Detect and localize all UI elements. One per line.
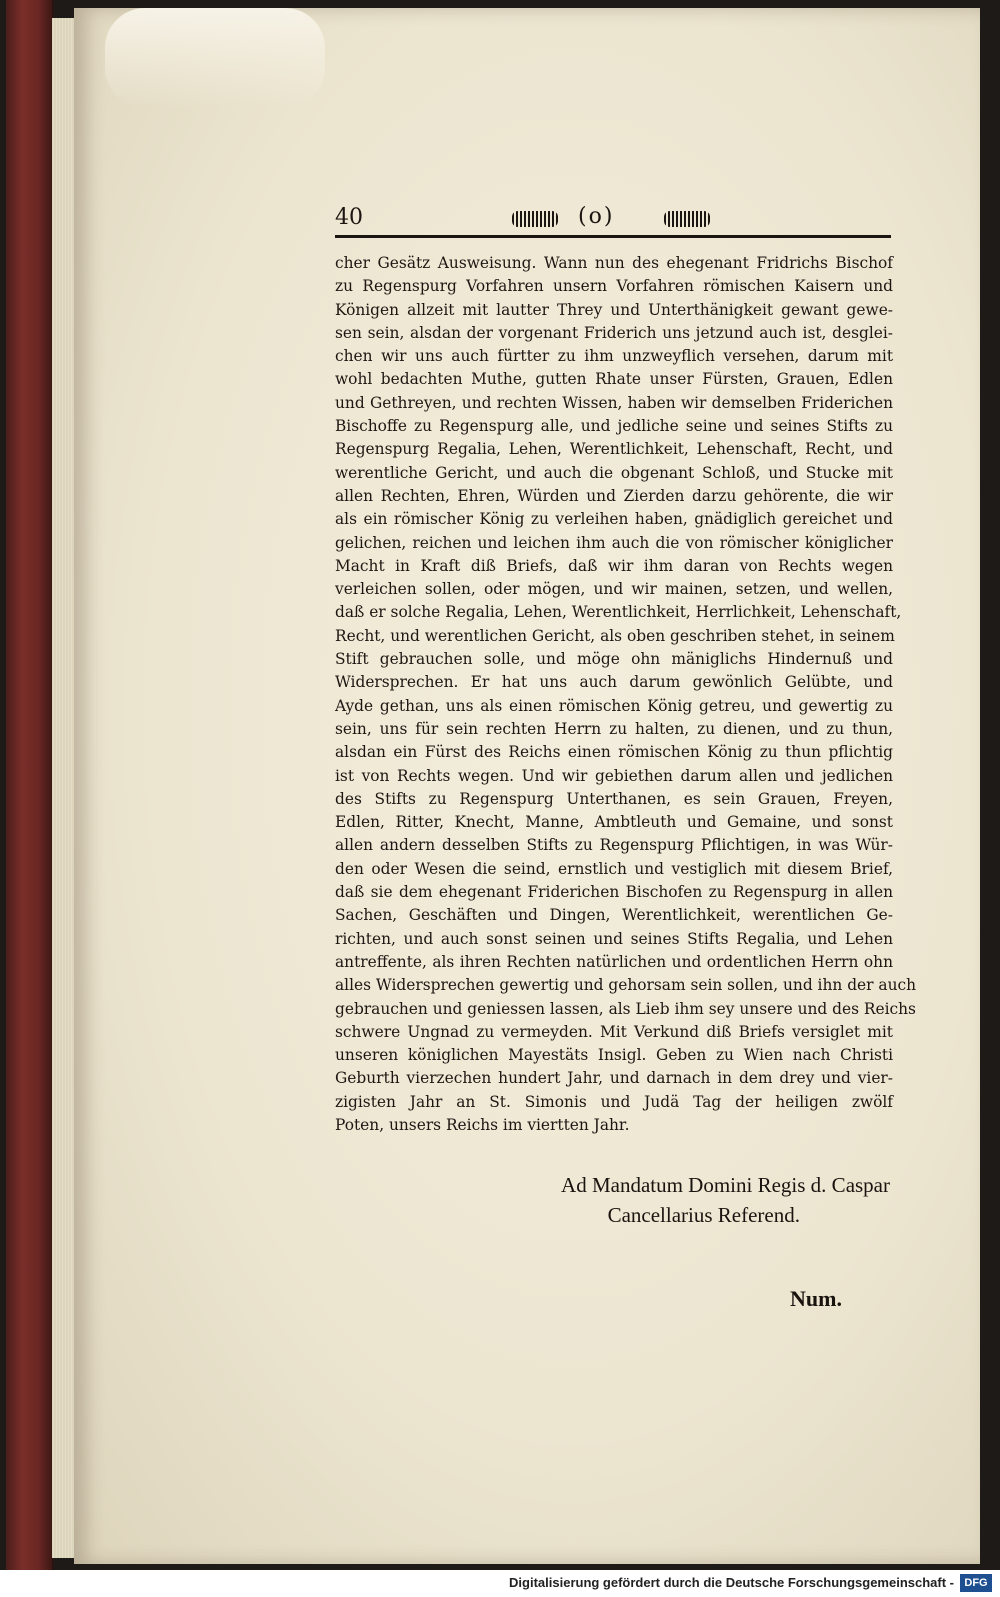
text-line: Regenspurg Regalia, Lehen, Werentlichkeit, Lehenschaft, Recht, und bbox=[335, 440, 893, 459]
text-line: Ayde gethan, uns als einen römischen König getreu, und gewertig zu bbox=[335, 696, 893, 715]
text-line: des Stifts zu Regenspurg Unterthanen, es sein Grauen, Freyen, bbox=[335, 789, 893, 808]
body-text bbox=[335, 252, 917, 1137]
text-line: alles Widersprechen gewertig und gehorsam sein sollen, und ihn der auch bbox=[335, 976, 917, 995]
text-line: sein, uns für sein rechten Herrn zu halten, zu dienen, und zu thun, bbox=[335, 719, 893, 738]
ornament-right-icon bbox=[664, 211, 710, 227]
text-line: Sachen, Geschäften und Dingen, Werentlichkeit, werentlichen Ge- bbox=[335, 906, 893, 925]
text-line: gebrauchen und geniessen lassen, als Lieb ihm sey unsere und des Reichs bbox=[335, 999, 916, 1018]
header-rule bbox=[335, 235, 891, 238]
catchword: Num. bbox=[790, 1286, 842, 1311]
text-line: wohl bedachten Muthe, gutten Rhate unser Fürsten, Grauen, Edlen bbox=[335, 370, 893, 389]
signature-line-1: Ad Mandatum Domini Regis d. Caspar bbox=[561, 1173, 890, 1197]
text-line: allen andern desselben Stifts zu Regenspurg Pflichtigen, in was Wür- bbox=[335, 836, 893, 855]
text-line: antreffente, als ihren Rechten natürlichen und ordentlichen Herrn ohn bbox=[335, 952, 893, 971]
text-line: werentliche Gericht, und auch die obgenant Schloß, und Stucke mit bbox=[335, 463, 893, 482]
text-line: daß er solche Regalia, Lehen, Werentlichkeit, Herrlichkeit, Lehenschaft, bbox=[335, 603, 902, 622]
page-header bbox=[335, 205, 895, 239]
text-line: alsdan ein Fürst des Reichs einen römischen König zu thun pflichtig bbox=[335, 743, 893, 762]
text-line: richten, und auch sonst seinen und seines Stifts Regalia, und Lehen bbox=[335, 929, 893, 948]
text-line: und Gethreyen, und rechten Wissen, haben wir demselben Friderichen bbox=[335, 393, 893, 412]
text-line: den oder Wesen die seind, ernstlich und vestiglich mit diesem Brief, bbox=[335, 859, 893, 878]
ornament-left-icon bbox=[512, 211, 558, 227]
text-line: allen Rechten, Ehren, Würden und Zierden darzu gehörente, die wir bbox=[335, 486, 893, 505]
signature-block bbox=[335, 1170, 890, 1230]
text-line: Poten, unsers Reichs im viertten Jahr. bbox=[335, 1115, 630, 1134]
signature-line-2: Cancellarius Referend. bbox=[607, 1203, 800, 1227]
text-line: ist von Rechts wegen. Und wir gebiethen darum allen und jedlichen bbox=[335, 766, 893, 785]
text-line: unseren königlichen Mayestäts Insigl. Geben zu Wien nach Christi bbox=[335, 1046, 893, 1065]
header-center-mark: (o) bbox=[578, 204, 615, 229]
text-line: chen wir uns auch fürtter zu ihm unzweyflich versehen, darum mit bbox=[335, 347, 893, 366]
dfg-logo-icon: DFG bbox=[960, 1574, 992, 1592]
text-line: Stift gebrauchen solle, und möge ohn mäniglichs Hindernuß und bbox=[335, 650, 893, 669]
page-fold-highlight bbox=[105, 8, 325, 108]
footer-credit: Digitalisierung gefördert durch die Deutsche Forschungsgemeinschaft - bbox=[509, 1575, 954, 1590]
text-line: cher Gesätz Ausweisung. Wann nun des ehegenant Fridrichs Bischof bbox=[335, 254, 893, 272]
footer-bar bbox=[0, 1570, 1000, 1597]
text-line: schwere Ungnad zu vermeyden. Mit Verkund diß Briefs versiglet mit bbox=[335, 1022, 893, 1041]
page-edges bbox=[52, 18, 74, 1558]
text-line: sen sein, alsdan der vorgenant Friderich uns jetzund auch ist, desglei- bbox=[335, 323, 893, 342]
text-line: Königen allzeit mit lautter Threy und Unterthänigkeit gewant gewe- bbox=[335, 300, 893, 319]
text-line: als ein römischer König zu verleihen haben, gnädiglich gereichet und bbox=[335, 510, 893, 529]
text-line: gelichen, reichen und leichen ihm auch die von römischer königlicher bbox=[335, 533, 893, 552]
page-number: 40 bbox=[335, 205, 363, 230]
book-binding bbox=[6, 0, 54, 1570]
text-line: zigisten Jahr an St. Simonis und Judä Tag der heiligen zwölf bbox=[335, 1092, 893, 1111]
text-line: daß sie dem ehegenant Friderichen Bischofen zu Regenspurg in allen bbox=[335, 883, 893, 902]
text-line: Bischoffe zu Regenspurg alle, und jedliche seine und seines Stifts zu bbox=[335, 417, 893, 436]
text-line: Recht, und werentlichen Gericht, als oben geschriben stehet, in seinem bbox=[335, 626, 895, 645]
text-line: zu Regenspurg Vorfahren unsern Vorfahren römischen Kaisern und bbox=[335, 277, 893, 296]
text-line: Geburth vierzechen hundert Jahr, und darnach in dem drey und vier- bbox=[335, 1069, 893, 1088]
text-line: verleichen sollen, oder mögen, und wir mainen, setzen, und wellen, bbox=[335, 580, 893, 599]
text-line: Widersprechen. Er hat uns auch darum gewönlich Gelübte, und bbox=[335, 673, 893, 692]
text-line: Macht in Kraft diß Briefs, daß wir ihm daran von Rechts wegen bbox=[335, 556, 893, 575]
text-line: Edlen, Ritter, Knecht, Manne, Ambtleuth und Gemaine, und sonst bbox=[335, 813, 893, 832]
